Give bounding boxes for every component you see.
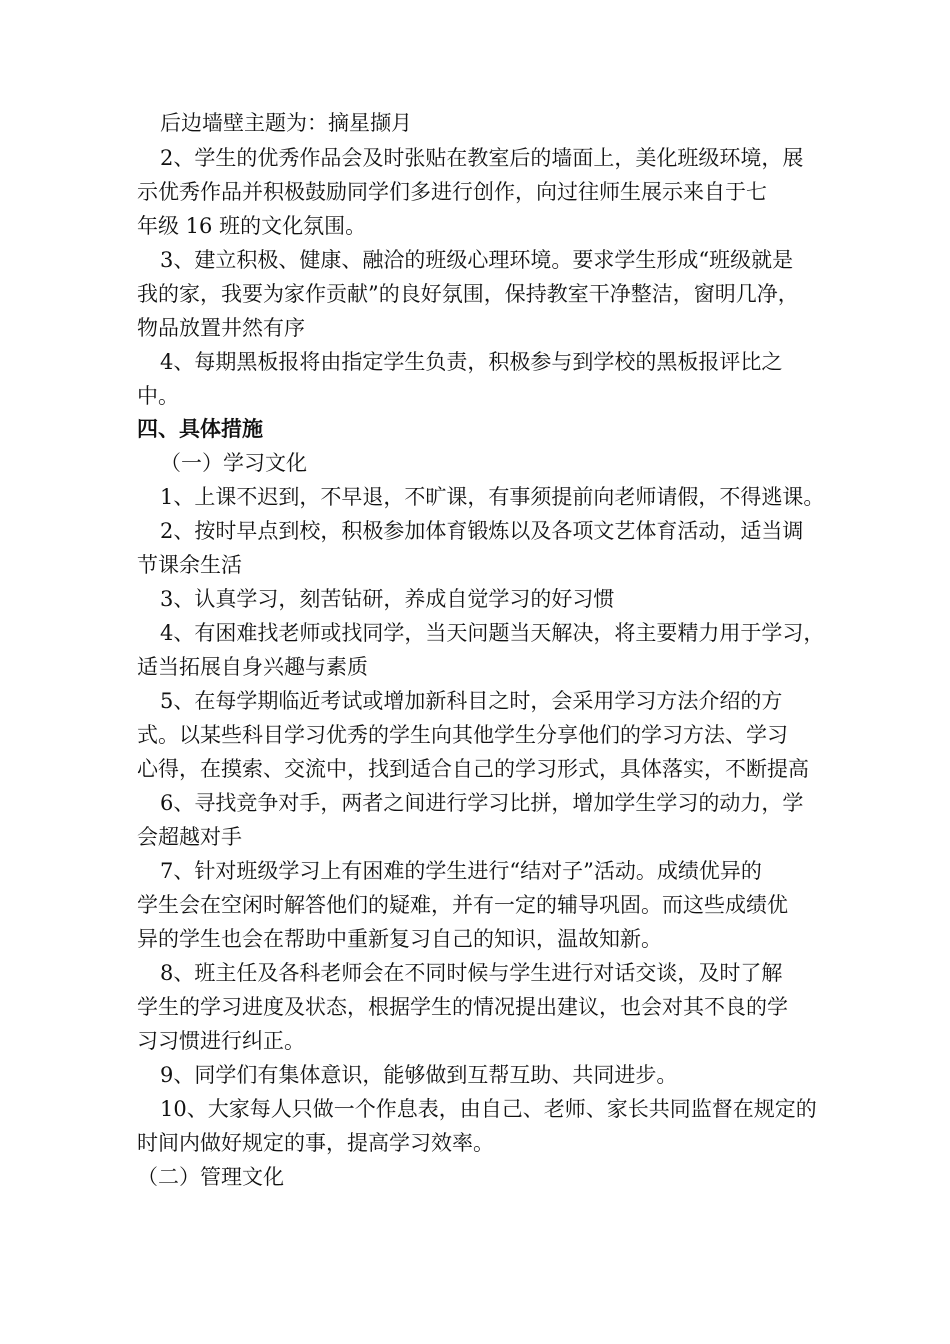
item-10-line-2: 时间内做好规定的事，提高学习效率。 [137,1131,494,1155]
item-5-line-2: 式。以某些科目学习优秀的学生向其他学生分享他们的学习方法、学习 [137,723,788,747]
item-7-line-1: 7、针对班级学习上有困难的学生进行“结对子”活动。成绩优异的 [160,859,762,883]
paragraph-3-line-3: 物品放置井然有序 [137,316,305,340]
item-5-line-1: 5、在每学期临近考试或增加新科目之时，会采用学习方法介绍的方 [160,689,783,713]
item-8-line-1: 8、班主任及各科老师会在不同时候与学生进行对话交谈，及时了解 [160,961,783,985]
item-7-line-3: 异的学生也会在帮助中重新复习自己的知识，温故知新。 [137,927,662,951]
item-5-line-3: 心得，在摸索、交流中，找到适合自己的学习形式，具体落实，不断提高 [137,757,809,781]
item-2-line-1: 2、按时早点到校，积极参加体育锻炼以及各项文艺体育活动，适当调 [160,519,804,543]
item-6-line-1: 6、寻找竞争对手，两者之间进行学习比拼，增加学生学习的动力，学 [160,791,804,815]
subsection-heading-study: （一）学习文化 [160,451,307,475]
item-4-line-2: 适当拓展自身兴趣与素质 [137,655,368,679]
paragraph-3-line-2: 我的家，我要为家作贡献”的良好氛围，保持教室干净整洁，窗明几净， [137,282,799,306]
item-9-line-1: 9、同学们有集体意识，能够做到互帮互助、共同进步。 [160,1063,678,1087]
section-heading: 四、具体措施 [137,416,263,441]
paragraph-3-line-1: 3、建立积极、健康、融洽的班级心理环境。要求学生形成“班级就是 [160,248,794,272]
item-1-line-1: 1、上课不迟到，不早退，不旷课，有事须提前向老师请假，不得逃课。 [160,485,825,509]
item-7-line-2: 学生会在空闲时解答他们的疑难，并有一定的辅导巩固。而这些成绩优 [137,893,788,917]
item-8-line-2: 学生的学习进度及状态，根据学生的情况提出建议，也会对其不良的学 [137,995,788,1019]
paragraph-4-line-2: 中。 [137,384,179,408]
item-2-line-2: 节课余生活 [137,553,242,577]
paragraph-2-line-1: 2、学生的优秀作品会及时张贴在教室后的墙面上，美化班级环境，展 [160,146,804,170]
paragraph-2-line-2: 示优秀作品并积极鼓励同学们多进行创作，向过往师生展示来自于七 [137,180,767,204]
paragraph-4-line-1: 4、每期黑板报将由指定学生负责，积极参与到学校的黑板报评比之 [160,350,783,374]
text-line: 后边墙壁主题为：摘星撷月 [160,111,412,135]
subsection-heading-management: （二）管理文化 [137,1165,284,1189]
item-8-line-3: 习习惯进行纠正。 [137,1029,305,1053]
item-6-line-2: 会超越对手 [137,825,242,849]
item-3-line-1: 3、认真学习，刻苦钻研，养成自觉学习的好习惯 [160,587,615,611]
paragraph-2-line-3: 年级 16 班的文化氛围。 [137,214,367,238]
item-4-line-1: 4、有困难找老师或找同学，当天问题当天解决，将主要精力用于学习， [160,621,825,645]
item-10-line-1: 10、大家每人只做一个作息表，由自己、老师、家长共同监督在规定的 [160,1097,817,1121]
